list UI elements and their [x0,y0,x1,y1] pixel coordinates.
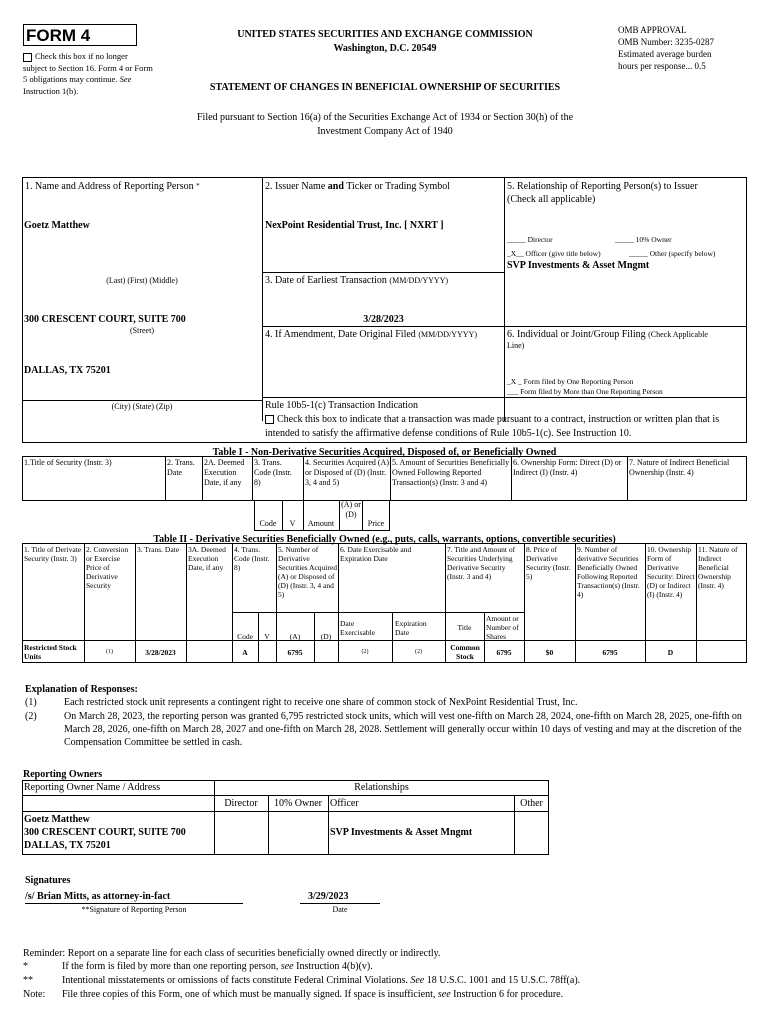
rule-text: Check this box to indicate that a transaction was made pursuant to a contract, instruction or written plan that is intended to satisfy the affirmative defense conditions of Rule 10b5-1(c). See Instruction 10. [265,414,720,439]
rule-label: Rule 10b5-1(c) Transaction Indication [265,400,419,411]
earliest-transaction-date: 3/28/2023 [363,314,404,325]
owner-street: 300 CRESCENT COURT, SUITE 700 [24,827,186,838]
signatures-heading: Signatures [25,875,71,886]
t2-col6: 6. Date Exercisable and Expiration Date [340,545,412,563]
box5-label2: (Check all applicable) [507,194,596,205]
box2-label: 2. Issuer Name and Ticker or Trading Symbol [265,181,451,192]
t2-row-price: $0 [545,648,554,657]
statement-title: STATEMENT OF CHANGES IN BENEFICIAL OWNERSHIP OF SECURITIES [209,82,561,93]
t2-sub-expiration: Expiration Date [395,619,427,637]
date-caption: Date [332,905,348,914]
issuer-name: NexPoint Residential Trust, Inc. [ NXRT ] [265,220,444,231]
owners-heading: Reporting Owners [23,769,103,780]
reporting-person-street: 300 CRESCENT COURT, SUITE 700 [24,314,186,325]
form-title-box [23,24,137,46]
footer-reminder: Reminder: Report on a separate line for each class of securities beneficially owned directly or indirectly. [23,948,441,959]
t1-col2: 2. Trans. Date [167,458,195,477]
footer-note-1-mark: * [23,961,28,972]
director-option[interactable]: _____ Director [507,235,553,244]
t2-col7: 7. Title and Amount of Securities Underlying Derivative Security (Instr. 3 and 4) [447,545,516,581]
section16-text: Check this box if no longer subject to Section 16. Form 4 or Form 5 obligations may continue. [23,51,153,84]
footer-note-1: If the form is filed by more than one reporting person, see Instruction 4(b)(v). [62,961,373,972]
t2-col3: 3. Trans. Date [137,545,180,554]
t2-row-amount: 6795 [287,648,303,657]
rule-checkbox[interactable] [265,415,274,424]
ten-pct-owner-option[interactable]: _____ 10% Owner [615,235,672,244]
reporting-person-name: Goetz Matthew [24,220,90,231]
rule-checkbox-block[interactable] [265,413,745,441]
omb-hours: hours per response... 0.5 [618,61,706,71]
t2-sub-v: V [264,632,270,641]
box5-label: 5. Relationship of Reporting Person(s) to Issuer [507,181,698,192]
table1-title: Table I - Non-Derivative Securities Acquired, Disposed of, or Beneficially Owned [212,447,557,458]
t2-col4: 4. Trans. Code (Instr. 8) [234,545,270,572]
explanation-1-num: (1) [25,697,37,708]
t1-col1: 1.Title of Security (Instr. 3) [24,458,112,467]
street-caption: (Street) [130,326,154,335]
agency-location: Washington, D.C. 20549 [333,43,437,54]
agency-name: UNITED STATES SECURITIES AND EXCHANGE COMMISSION [237,29,533,40]
owners-col-ten-pct: 10% Owner [273,798,323,809]
t1-sub-v: V [289,519,296,528]
owners-col-other: Other [520,798,543,809]
name-caption: (Last) (First) (Middle) [106,276,178,285]
t1-col3: 3. Trans. Code (Instr. 8) [254,458,292,487]
owners-col-name: Reporting Owner Name / Address [24,782,161,793]
t2-col3a: 3A. Deemed Execution Date, if any [188,545,226,572]
t2-col5: 5. Number of Derivative Securities Acquired (A) or Disposed of (D) (Instr. 3, 4 and 5) [278,545,337,599]
explanation-2-text: On March 28, 2023, the reporting person was granted 6,795 restricted stock units, which will vest one-fifth on March 28, 2024, one-fifth on March 28, 2025, one-fifth on March 28, 2026, one-fifth on March 28, 2027 and one-fifth on March 28, 2028. Settlement will generally occur within 10 days of vesting and may at the discretion of the Compensation Committee be settled in cash. [64,711,742,748]
reporting-person-city: DALLAS, TX 75201 [24,365,111,376]
t2-row-underlying-title: Common Stock [450,643,480,661]
section16-checkbox-block[interactable] [23,51,153,97]
t2-row-owned: 6795 [602,648,618,657]
more-persons-option[interactable]: ___ Form filed by More than One Reporting Person [507,387,663,396]
t2-sub-d: (D) [320,632,332,641]
owners-col-director: Director [224,798,258,809]
t1-col5: 5. Amount of Securities Beneficially Owned Following Reported Transaction(s) (Instr. 3 and 4) [392,458,510,487]
t2-col2: 2. Conversion or Exercise Price of Derivative Security [86,545,129,590]
t2-row-title: Restricted Stock Units [24,643,77,661]
table2-title: Table II - Derivative Securities Beneficially Owned (e.g., puts, calls, warrants, options, convertible securities) [153,534,616,545]
t2-col10: 10. Ownership Form of Derivative Security: Direct (D) or Indirect (I) (Instr. 4) [647,545,695,599]
filed-pursuant-line2: Investment Company Act of 1940 [317,126,453,137]
explanation-heading: Explanation of Responses: [25,684,138,695]
t1-sub-price: Price [367,519,385,528]
owner-name: Goetz Matthew [24,814,90,825]
omb-block [618,24,758,72]
footer-note-3-mark: Note: [23,989,46,1000]
owner-city: DALLAS, TX 75201 [24,840,111,851]
signature-date: 3/29/2023 [308,891,349,902]
omb-approval: OMB APPROVAL [618,25,687,35]
box3-label: 3. Date of Earliest Transaction (MM/DD/YYYY) [265,275,449,286]
explanation-2-num: (2) [25,711,37,722]
box1-label: 1. Name and Address of Reporting Person * [25,181,200,192]
t2-sub-exercisable: Date Exercisable [340,619,375,637]
t2-row-date: 3/28/2023 [145,648,176,657]
t1-col2a: 2A. Deemed Execution Date, if any [204,458,245,487]
omb-number: OMB Number: 3235-0287 [618,37,714,47]
t2-row-code: A [242,648,248,657]
t1-sub-code: Code [259,519,277,528]
owners-col-officer: Officer [330,798,359,809]
box4-label: 4. If Amendment, Date Original Filed (MM/DD/YYYY) [265,329,477,340]
officer-title: SVP Investments & Asset Mngmt [507,260,650,271]
t2-row-form: D [667,648,674,657]
t1-col4: 4. Securities Acquired (A) or Disposed of (D) (Instr. 3, 4 and 5) [305,458,389,487]
t2-sub-a: (A) [289,632,301,641]
t1-sub-aord: (A) or (D) [341,500,361,519]
section16-checkbox[interactable] [23,53,32,62]
footer-note-2-mark: ** [23,975,33,986]
omb-burden: Estimated average burden [618,49,712,59]
box6-label2: Line) [507,341,525,350]
footer-note-2: Intentional misstatements or omissions of facts constitute Federal Criminal Violations. See 18 U.S.C. 1001 and 15 U.S.C. 78ff(a). [62,975,581,986]
t2-row-expiration: (2) [415,649,422,655]
form-title: FORM 4 [26,26,91,45]
section16-instr: Instruction 1(b). [23,85,79,96]
other-option[interactable]: _____ Other (specify below) [629,249,716,258]
t2-col11: 11. Nature of Indirect Beneficial Ownership (Instr. 4) [698,545,738,590]
section16-see: See [119,74,132,84]
t2-sub-title: Title [457,623,472,632]
t1-col7: 7. Nature of Indirect Beneficial Ownership (Instr. 4) [629,458,730,477]
filed-pursuant-line1: Filed pursuant to Section 16(a) of the Securities Exchange Act of 1934 or Section 30(h) of the [196,112,574,123]
t2-col1: 1. Title of Derivate Security (Instr. 3) [24,545,82,563]
signature-caption: **Signature of Reporting Person [81,905,187,914]
officer-option[interactable]: _X__ Officer (give title below) [507,249,601,258]
t1-sub-amount: Amount [307,519,335,528]
t2-col9: 9. Number of derivative Securities Beneficially Owned Following Reported Transaction(s) (Instr. 4) [577,545,640,599]
t2-sub-amount: Amount or Number of Shares [486,614,519,641]
box6-label: 6. Individual or Joint/Group Filing (Check Applicable [507,329,708,340]
one-person-option[interactable]: _X _ Form filed by One Reporting Person [507,377,634,386]
owners-col-relationships: Relationships [354,782,409,793]
t2-row-conversion: (1) [106,649,113,655]
city-caption: (City) (State) (Zip) [111,402,173,411]
t1-col6: 6. Ownership Form: Direct (D) or Indirect (I) (Instr. 4) [513,458,622,477]
footer-note-3: File three copies of this Form, one of which must be manually signed. If space is insufficient, see Instruction 6 for procedure. [62,989,564,1000]
t2-row-underlying-amount: 6795 [496,648,512,657]
explanation-1-text: Each restricted stock unit represents a contingent right to receive one share of common stock of NexPoint Residential Trust, Inc. [64,697,578,708]
t2-sub-code: Code [237,632,253,641]
signer-name: /s/ Brian Mitts, as attorney-in-fact [25,891,171,902]
owner-officer-title: SVP Investments & Asset Mngmt [330,827,473,838]
t2-row-exercisable: (2) [361,649,369,655]
t2-col8: 8. Price of Derivative Security (Instr. 5) [526,545,571,581]
